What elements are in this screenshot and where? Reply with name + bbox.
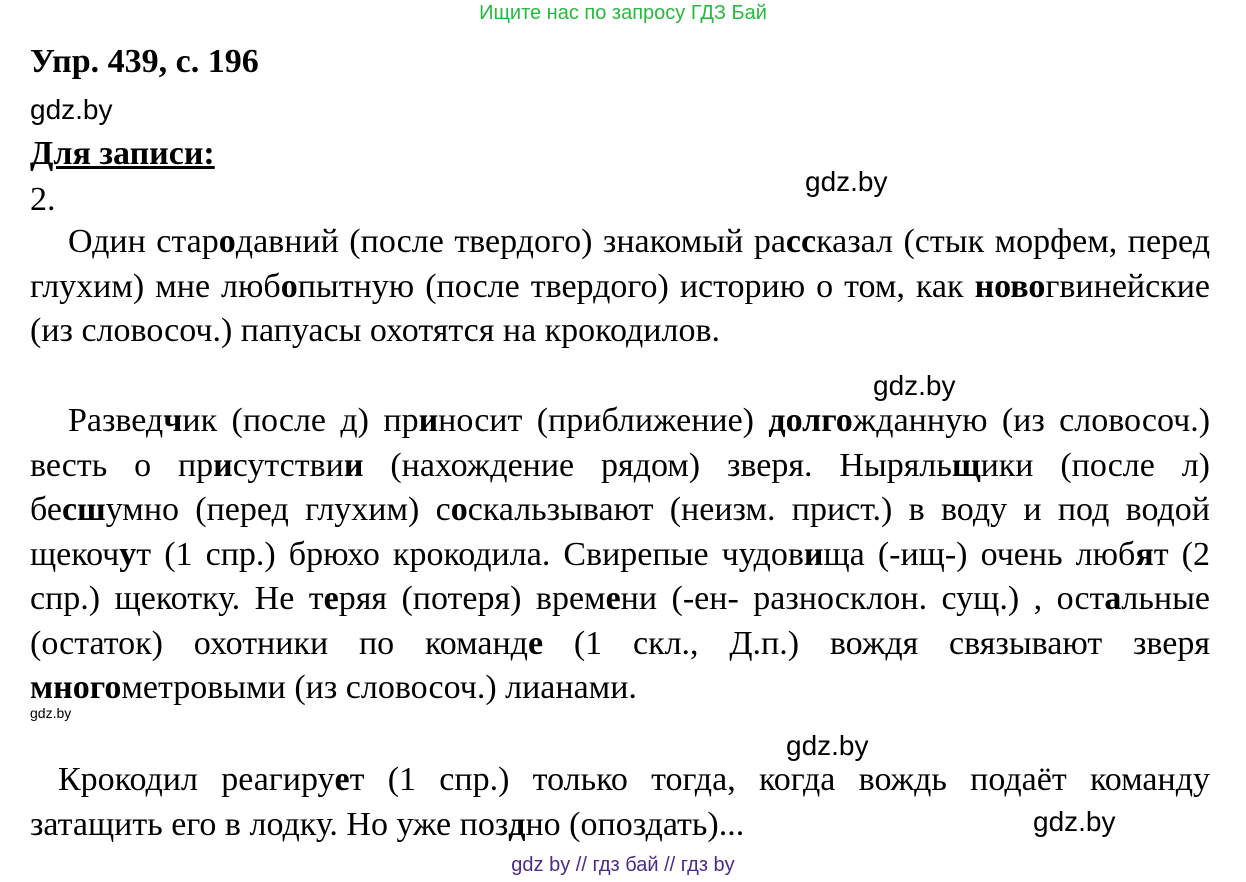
watermark: gdz.by — [873, 370, 956, 401]
paragraph-3: Крокодил реагирует (1 спр.) только тогда, когда вождь подаёт команду затащить его в лодку. Но уже поздно (опоздать)... — [30, 761, 1210, 843]
watermark: gdz.by — [1033, 806, 1116, 837]
watermark: gdz.by — [786, 730, 869, 761]
top-banner: Ищите нас по запросу ГДЗ Бай — [479, 2, 767, 24]
footer-watermark: gdz by // гдз бай // гдз by — [511, 854, 735, 876]
exercise-title: Упр. 439, с. 196 — [30, 43, 259, 80]
watermark: gdz.by — [30, 94, 113, 125]
item-number: 2. — [30, 181, 56, 218]
watermark: gdz.by — [805, 166, 888, 197]
paragraph-2: Разведчик (после д) приносит (приближение) долгожданную (из словосоч.) весть о присутствии (нахождение рядом) зверя. Ныряльщики (после л) бесшумно (перед глухим) соскальзывают (неизм. прист.) в воду и под водой щекочут (1 спр.) брюхо крокодила. Свирепые чудовища (-ищ-) очень любят (2 спр.) щекотку. Не теряя (потеря) времени (-ен- разносклон. сущ.) , остальные (остаток) охотники по команде (1 скл., Д.п.) вождя связывают зверя многометровыми (из словосоч.) лианами. — [30, 402, 1211, 706]
section-label: Для записи: — [30, 135, 215, 172]
paragraph-1: Один стародавний (после твердого) знакомый рассказал (стык морфем, перед глухим) мне любопытную (после твердого) историю о том, как новогвинейские (из словосоч.) папуасы охотятся на крокодилов. — [30, 223, 1211, 349]
watermark: gdz.by — [30, 705, 72, 721]
